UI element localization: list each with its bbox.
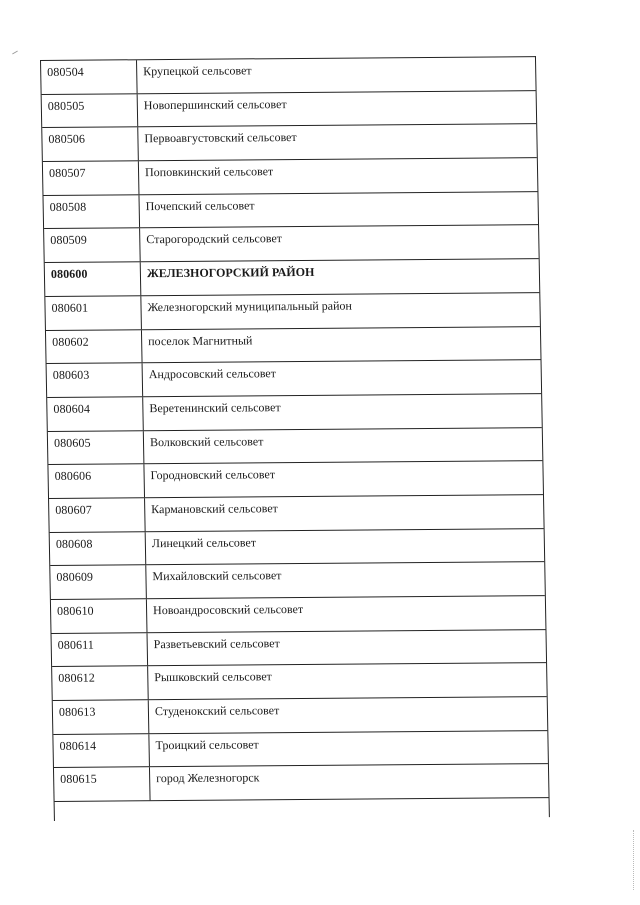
column-divider [145,566,147,599]
name-cell: ЖЕЛЕЗНОГОРСКИЙ РАЙОН [146,264,315,281]
name-cell: Студенокский сельсовет [154,703,280,719]
column-divider [136,60,138,93]
code-cell: 080508 [49,199,87,214]
code-cell: 080605 [53,435,91,450]
name-cell: Почепский сельсовет [145,198,255,213]
code-cell: 080601 [51,300,89,315]
table-row [43,192,538,230]
column-divider [139,229,141,262]
table-row [50,529,545,567]
column-divider [145,532,147,565]
column-divider [146,599,148,632]
code-cell: 080612 [58,671,96,686]
table-row [44,226,539,264]
name-cell: Михайловский сельсовет [152,568,282,584]
name-cell: Рышковский сельсовет [154,669,272,685]
scan-artifact [12,51,18,55]
code-cell: 080509 [50,233,88,248]
table-row [41,57,536,95]
codes-table [40,56,550,821]
column-divider [144,498,146,531]
column-divider [147,667,149,700]
column-divider [141,330,143,363]
column-divider [138,195,140,228]
table-row [47,394,542,432]
name-cell: Старогородский сельсовет [146,231,283,247]
name-cell: Крупецкой сельсовет [143,63,252,79]
code-cell: 080505 [47,98,85,113]
table-row [48,428,543,466]
name-cell: Новопершинский сельсовет [143,96,287,112]
column-divider [143,464,145,497]
table-row [54,765,549,803]
column-divider [137,128,139,161]
table-row [43,158,538,196]
scan-edge-artifact [632,830,634,890]
code-cell: 080602 [52,334,89,349]
name-cell: Новоандросовский сельсовет [152,601,304,618]
name-cell: Разветьевский сельсовет [153,635,280,651]
table-row [52,663,547,701]
table-row [53,731,548,769]
code-cell: 080606 [54,468,92,484]
name-cell: Первоавгустовский сельсовет [144,130,297,146]
table-row [42,124,537,162]
table-row [42,91,537,129]
code-cell: 080607 [55,502,92,517]
code-cell: 080615 [60,772,97,787]
column-divider [137,94,139,127]
code-cell: 080504 [47,64,84,79]
name-cell: Поповкинский сельсовет [144,164,274,180]
code-cell: 080506 [48,132,86,147]
code-cell: 080611 [57,637,94,652]
name-cell: Кармановский сельсовет [151,501,278,517]
code-cell: 080614 [59,738,97,753]
column-divider [148,700,150,733]
table-row [48,461,543,499]
code-cell: 080507 [48,165,86,181]
column-divider [142,363,144,396]
code-cell: 080604 [53,401,91,416]
code-cell: 080603 [52,367,90,383]
code-cell: 080609 [56,569,94,585]
code-cell: 080600 [50,266,88,282]
code-cell: 080613 [58,704,96,719]
name-cell: Веретенинский сельсовет [149,400,281,416]
table-row [51,596,546,634]
code-cell: 080608 [55,536,93,551]
column-divider [143,431,145,464]
table-row [53,697,548,735]
name-cell: Волковский сельсовет [149,433,264,449]
column-divider [138,161,140,194]
table-row [49,495,544,533]
column-divider [149,768,151,801]
table-row [52,630,547,668]
table-row [50,562,545,600]
name-cell: Андросовский сельсовет [148,366,277,382]
name-cell: Линецкий сельсовет [151,534,257,550]
table-row [46,327,541,365]
name-cell: город Железногорск [156,770,260,786]
table-row [45,259,540,297]
column-divider [147,633,149,666]
table-row [47,360,542,398]
column-divider [148,734,150,767]
column-divider [142,397,144,430]
code-cell: 080610 [56,603,94,618]
column-divider [140,296,142,329]
table-row [45,293,540,331]
name-cell: Железногорский муниципальный район [147,298,353,314]
column-divider [140,262,142,295]
name-cell: Городновский сельсовет [150,467,276,483]
name-cell: поселок Магнитный [148,332,253,348]
name-cell: Троицкий сельсовет [155,737,259,752]
